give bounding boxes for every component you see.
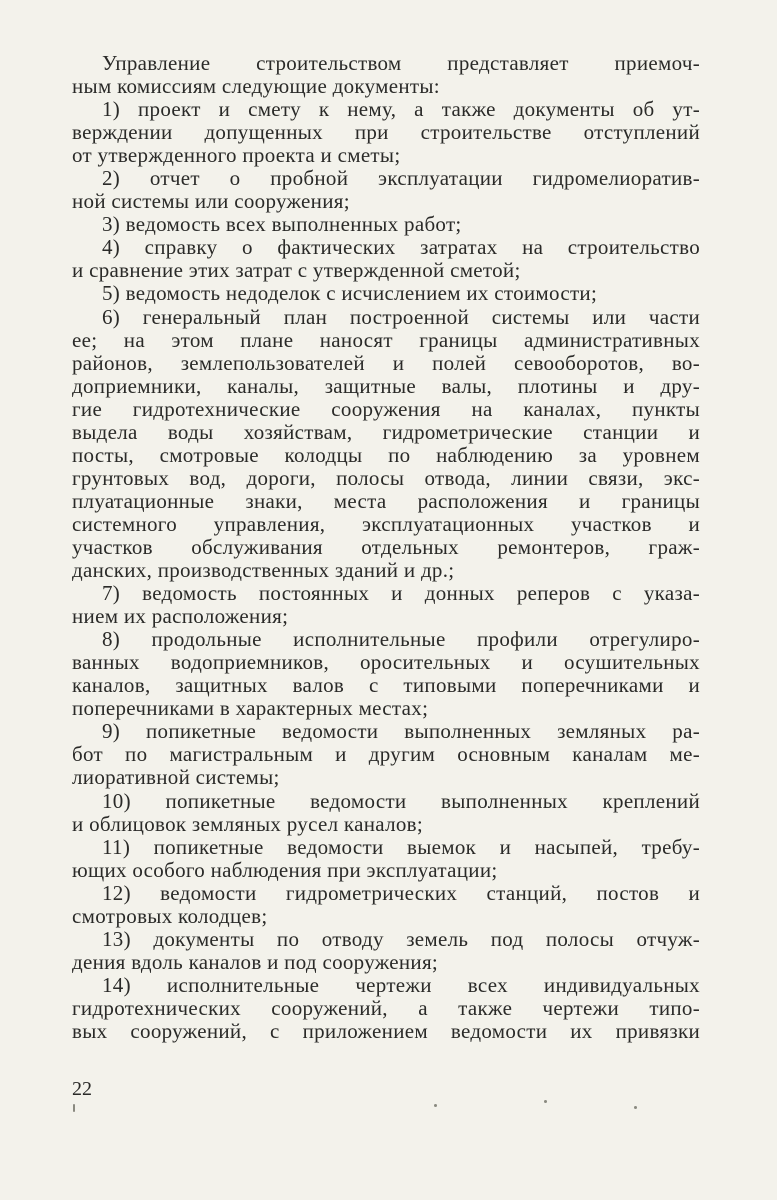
page-number: 22: [72, 1078, 92, 1100]
text-line: 7) ведомость постоянных и донных реперов с указа-: [102, 582, 700, 606]
text-line: поперечниками в характерных местах;: [72, 697, 429, 721]
text-line: 8) продольные исполнительные профили отрегулиро-: [102, 628, 700, 652]
text-line: 6) генеральный план построенной системы или части: [102, 305, 700, 329]
text-line: 5) ведомость недоделок с исчислением их стоимости;: [102, 282, 598, 306]
body-text: [72, 52, 700, 1043]
text-line: ее; на этом плане наносят границы административных: [72, 328, 700, 352]
text-line: 13) документы по отводу земель под полосы отчуж-: [102, 927, 700, 951]
text-line: 9) попикетные ведомости выполненных земляных ра-: [102, 720, 700, 744]
text-line: ным комиссиям следующие документы:: [72, 75, 440, 99]
text-line: 1) проект и смету к нему, а также документы об ут-: [102, 98, 700, 122]
text-line: ванных водоприемников, оросительных и осушительных: [72, 651, 700, 675]
text-line: и облицовок земляных русел каналов;: [72, 812, 424, 836]
text-line: 3) ведомость всех выполненных работ;: [102, 213, 462, 237]
text-line: 4) справку о фактических затратах на строительство: [102, 236, 700, 260]
text-line: лиоративной системы;: [72, 766, 280, 790]
paper-speck: [634, 1106, 637, 1109]
text-line: системного управления, эксплуатационных участков и: [72, 512, 700, 536]
text-line: и сравнение этих затрат с утвержденной сметой;: [72, 259, 521, 283]
text-line: от утвержденного проекта и сметы;: [72, 144, 401, 168]
text-line: 10) попикетные ведомости выполненных креплений: [102, 789, 700, 813]
text-line: Управление строительством представляет приемоч-: [102, 52, 700, 75]
paper-speck: [544, 1100, 547, 1103]
text-line: смотровых колодцев;: [72, 904, 268, 928]
text-line: посты, смотровые колодцы по наблюдению за уровнем: [72, 443, 700, 467]
text-line: участков обслуживания отдельных ремонтеров, граж-: [72, 535, 700, 559]
text-line: 14) исполнительные чертежи всех индивидуальных: [102, 973, 700, 997]
paper-speck: [73, 1104, 75, 1112]
paper-speck: [434, 1104, 437, 1107]
text-line: вых сооружений, с приложением ведомости их привязки: [72, 1019, 700, 1043]
text-line: бот по магистральным и другим основным каналам ме-: [72, 743, 700, 767]
text-line: дения вдоль каналов и под сооружения;: [72, 950, 439, 974]
text-line: районов, землепользователей и полей севооборотов, во-: [72, 351, 700, 375]
text-line: 12) ведомости гидрометрических станций, постов и: [102, 881, 700, 905]
text-line: грунтовых вод, дороги, полосы отвода, линии связи, экс-: [72, 466, 700, 490]
text-line: 11) попикетные ведомости выемок и насыпей, требу-: [102, 835, 700, 859]
text-line: каналов, защитных валов с типовыми поперечниками и: [72, 674, 700, 698]
text-line: данских, производственных зданий и др.;: [72, 559, 455, 583]
text-line: ющих особого наблюдения при эксплуатации;: [72, 858, 498, 882]
text-line: гие гидротехнические сооружения на каналах, пункты: [72, 397, 700, 421]
text-line: нием их расположения;: [72, 605, 289, 629]
text-line: гидротехнических сооружений, а также чертежи типо-: [72, 996, 700, 1020]
text-line: плуатационные знаки, места расположения и границы: [72, 489, 700, 513]
text-line: ной системы или сооружения;: [72, 190, 350, 214]
text-line: 2) отчет о пробной эксплуатации гидромелиоратив-: [102, 167, 700, 191]
text-line: доприемники, каналы, защитные валы, плотины и дру-: [72, 374, 700, 398]
text-line: выдела воды хозяйствам, гидрометрические станции и: [72, 420, 700, 444]
text-line: верждении допущенных при строительстве отступлений: [72, 121, 700, 145]
